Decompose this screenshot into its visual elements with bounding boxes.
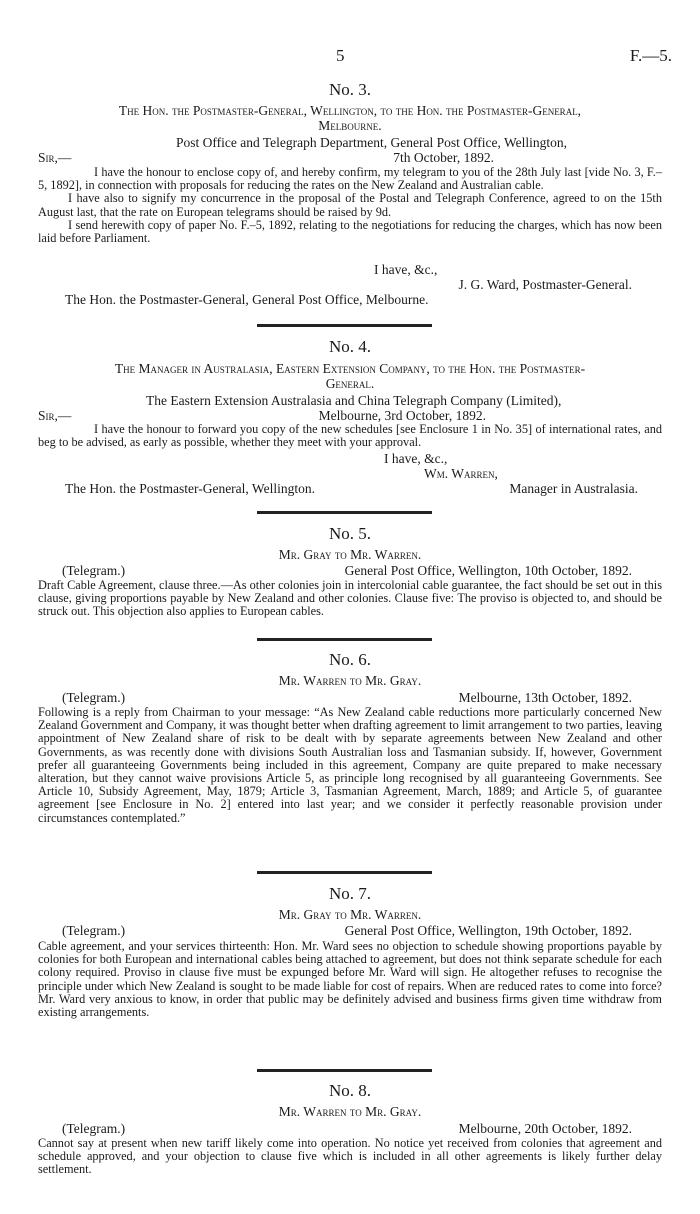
section-heading-no4: No. 4. [328,337,372,356]
salutation: Sir,— [38,150,72,165]
no5-body: Draft Cable Agreement, clause three.—As other colonies join in intercolonial cable guarantee, the fact should be set out in this clause, giving proportions payable by New Zealand and other colonies. Clause five: The proviso is objected to, and should be struck out. This objection also applies to European cables. [38,578,662,619]
no7-body: Cable agreement, and your services thirteenth: Hon. Mr. Ward sees no objection to schedule showing proportions payable by colonies for both European and international cables being attached to agreement, but does not think separate schedule for each colony required. Proviso in clause five must be expunged before Mr. Ward will sign. He altogether refuses to recognise the principle under which New Zealand is sought to be made liable for cost of repairs. When are reduced rates to come into force? Mr. Ward very anxious to know, in order that public may be definitely advised and business firms given time withdraw from existing arrangements. [38,939,662,1020]
no3-signoff: I have, &c., J. G. Ward, Postmaster-General. The Hon. the Postmaster-General, General Post Office, Melbourne. [65,262,632,307]
no3-body: I have the honour to enclose copy of, and hereby confirm, my telegram to you of the 28th July last [vide No. 3, F.–5, 1892], in connection with proposals for reducing the rates on the New Zealand and Australian cable. I have also to signify my concurrence in the proposal of the Postal and Telegraph Conference, agreed to on the 15th August last, that the rate on European telegrams should be raised by 9d. I send herewith copy of paper No. F.–5, 1892, relating to the negotiations for reducing the charges, which has now been laid before Parliament. [38,165,662,246]
section-divider [257,1069,432,1072]
no3-title: The Hon. the Postmaster-General, Wellington, to the Hon. the Postmaster-General, Melbourne. [118,103,582,133]
section-divider [257,511,432,514]
section-heading-no6: No. 6. [328,650,372,669]
no3-address: Post Office and Telegraph Department, General Post Office, Wellington, Sir,— 7th October, 1892. [38,135,567,165]
document-reference: F.—5. [629,46,672,65]
no7-title: Mr. Gray to Mr. Warren. [278,907,422,922]
no6-title: Mr. Warren to Mr. Gray. [278,673,422,688]
no6-header: (Telegram.) Melbourne, 13th October, 1892. [62,690,632,705]
section-divider [257,871,432,874]
section-heading-no3: No. 3. [328,80,372,99]
no4-title: The Manager in Australasia, Eastern Extension Company, to the Hon. the Postmaster- General. [114,361,586,391]
no4-address: The Eastern Extension Australasia and China Telegraph Company (Limited), Sir,— Melbourne, 3rd October, 1892. [38,393,562,423]
salutation: Sir,— [38,408,72,423]
page-number: 5 [336,46,345,65]
no5-title: Mr. Gray to Mr. Warren. [278,547,422,562]
no8-title: Mr. Warren to Mr. Gray. [278,1104,422,1119]
section-divider [257,324,432,327]
no8-body: Cannot say at present when new tariff likely come into operation. No notice yet received from colonies that agreement and schedule approved, and your objection to clause five which is included in all other agreements is likely further delay settlement. [38,1136,662,1177]
section-heading-no5: No. 5. [328,524,372,543]
no4-signoff: I have, &c., Wm. Warren, The Hon. the Postmaster-General, Wellington. Manager in Australasia. [65,451,638,496]
section-heading-no7: No. 7. [328,884,372,903]
no5-header: (Telegram.) General Post Office, Wellington, 10th October, 1892. [62,563,632,578]
section-divider [257,638,432,641]
section-heading-no8: No. 8. [328,1081,372,1100]
no4-body: I have the honour to forward you copy of the new schedules [see Enclosure 1 in No. 35] of international rates, and beg to be advised, as early as possible, whether they meet with your approval. [38,422,662,450]
no8-header: (Telegram.) Melbourne, 20th October, 1892. [62,1121,632,1136]
no7-header: (Telegram.) General Post Office, Wellington, 19th October, 1892. [62,923,632,938]
no6-body: Following is a reply from Chairman to your message: “As New Zealand cable reductions more particularly concerned New Zealand Government and Company, it was thought better when drafting agreement to limit arrangement to two parties, leaving appointment of New Zealand share of risk to be dealt with by separate agreements between New Zealand and other Governments, as was recently done with divisions South Australian loss and Tasmanian subsidy. If, however, Government prefer all guaranteeing Governments being included in this agreement, Company are quite prepared to make necessary alteration, but they cannot waive provisions Article 5, as principle long recognised by all guaranteeing Governments. See Article 10, Subsidy Agreement, May, 1879; Article 3, Tasmanian Agreement, March, 1889; and Article 5, of guarantee agreement [see Enclosure in No. 2] entered into last year; and we consider it perfectly reasonable provision under circumstances contemplated.” [38,705,662,825]
